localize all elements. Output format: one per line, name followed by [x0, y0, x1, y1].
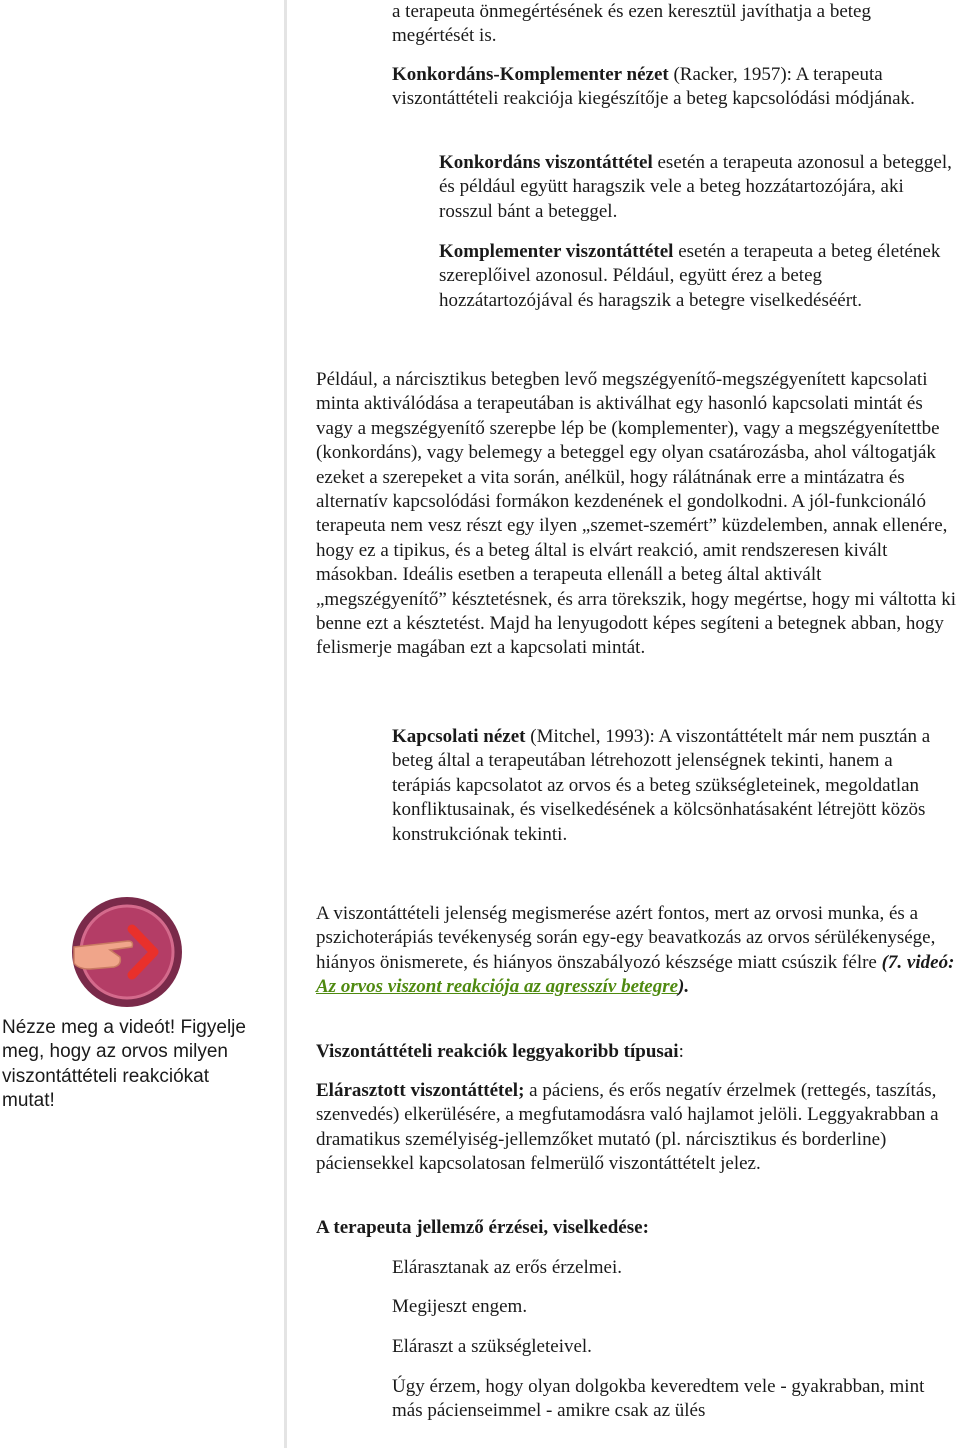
- video-paragraph: [316, 902, 956, 1000]
- feeling-item-text: Eláraszt a szükségleteivel.: [392, 1336, 592, 1357]
- concordant-complementary-paragraph: [392, 63, 952, 112]
- feeling-item: [392, 1375, 952, 1424]
- intro-tail-text: a terapeuta önmegértésének és ezen keresztül javíthatja a beteg megértését is.: [392, 1, 871, 47]
- relational-text: (Mitchel, 1993): A viszontáttételt már nem pusztán a beteg által a terapeutában létrehozott jelenségnek tekinti, hanem a terápiás kapcsolatot az orvos és a beteg szükségleteinek, megoldatlan konfliktusainak, és viselkedésének a kölcsönhatásaként létrejött közös konstrukciónak tekinti.: [392, 726, 931, 845]
- feeling-item: [392, 1256, 952, 1280]
- video-reference-close: ).: [678, 976, 690, 998]
- video-link[interactable]: Az orvos viszont reakciója az agresszív betegre: [316, 976, 679, 998]
- feelings-heading: [316, 1216, 956, 1240]
- example-paragraph: [316, 368, 956, 661]
- types-heading-colon: :: [678, 1041, 684, 1062]
- intro-tail-paragraph: [392, 0, 952, 49]
- complementary-term: Komplementer viszontáttétel: [439, 241, 674, 262]
- flooded-paragraph: [316, 1079, 956, 1177]
- column-divider: [284, 0, 287, 1448]
- feeling-item-text: Úgy érzem, hogy olyan dolgokba keveredtem vele - gyakrabban, mint más pácienseimmel - amikre csak az ülés: [392, 1376, 925, 1422]
- concordant-text: esetén a terapeuta azonosul a beteggel, és például együtt haragszik vele a beteg hozzátartozójára, aki rosszul bánt a beteggel.: [439, 152, 952, 222]
- complementary-paragraph: [439, 240, 954, 313]
- concordant-complementary-term: Konkordáns-Komplementer nézet: [392, 64, 669, 85]
- types-heading: [316, 1040, 956, 1064]
- feeling-item-text: Megijeszt engem.: [392, 1296, 528, 1317]
- sidebar-note: [2, 1016, 252, 1114]
- example-text: Például, a nárcisztikus betegben levő megszégyenítő-megszégyenített kapcsolati minta aktiválódása a terapeutában is aktiválhat egy hasonló kapcsolati mintát és vagy a megszégyenítő szerepbe lép be (komplementer), vagy a megszégyenítettbe (konkordáns), vagy belemegy a beteggel egy olyan csatározásba, ahol váltogatják ezeket a szerepeket a vita során, anélkül, hogy rálátnának erre a mintázatra és alternatív kapcsolódási formákon kezdenének el gondolkodni. A jól-funkcionáló terapeuta nem vesz részt egy ilyen „szemet-szemért” küzdelemben, annak ellenére, hogy ez a tipikus, és a beteg által is elvárt reakció, amit rendszeresen kivált másokban. Ideális esetben a terapeuta ellenáll a beteg által aktivált „megszégyenítő” késztetésnek, és arra törekszik, hogy megértse, hogy mi váltotta ki benne ezt a késztetést. Majd ha lenyugodott képes segíteni a betegnek abban, hogy felismerje magában ezt a kapcsolati mintát.: [316, 369, 956, 659]
- feeling-item: [392, 1335, 952, 1359]
- concordant-complementary-text: (Racker, 1957): A terapeuta viszontáttételi reakciója kiegészítője a beteg kapcsolódási módjának.: [392, 64, 915, 110]
- relational-term: Kapcsolati nézet: [392, 726, 526, 747]
- concordant-term: Konkordáns viszontáttétel: [439, 152, 653, 173]
- feelings-heading-text: A terapeuta jellemző érzései, viselkedése:: [316, 1217, 649, 1238]
- sidebar-note-text: Nézze meg a videót! Figyelje meg, hogy az orvos milyen viszontáttételi reakciókat mutat!: [2, 1017, 246, 1112]
- video-paragraph-text: A viszontáttételi jelenség megismerése azért fontos, mert az orvosi munka, és a pszichoterápiás tevékenység során egy-egy beavatkozás az orvos sérülékenysége, hiányos önismerete, és hiányos önszabályozó készsége miatt csúszik félre: [316, 903, 936, 973]
- flooded-text: a páciens, és erős negatív érzelmek (rettegés, taszítás, szenvedés) elkerülésére, a megfutamodásra való hajlamot jelöli. Leggyakrabban a dramatikus személyiség-jellemzőket mutató (pl. nárcisztikus és borderline) páciensekkel kapcsolatosan felmerülő viszontáttételt jelez.: [316, 1080, 939, 1175]
- relational-paragraph: [392, 725, 952, 847]
- flooded-term: Elárasztott viszontáttétel;: [316, 1080, 525, 1101]
- video-reference: (7. videó:: [881, 951, 955, 973]
- video-play-hand-icon[interactable]: [70, 895, 185, 1010]
- feeling-item: [392, 1295, 952, 1319]
- feeling-item-text: Elárasztanak az erős érzelmei.: [392, 1257, 622, 1278]
- concordant-paragraph: [439, 151, 954, 224]
- complementary-text: esetén a terapeuta a beteg életének szereplőivel azonosul. Például, együtt érez a beteg hozzátartozójával és haragszik a betegre viselkedéséért.: [439, 241, 941, 311]
- types-heading-bold: Viszontáttételi reakciók leggyakoribb típusai: [316, 1041, 679, 1062]
